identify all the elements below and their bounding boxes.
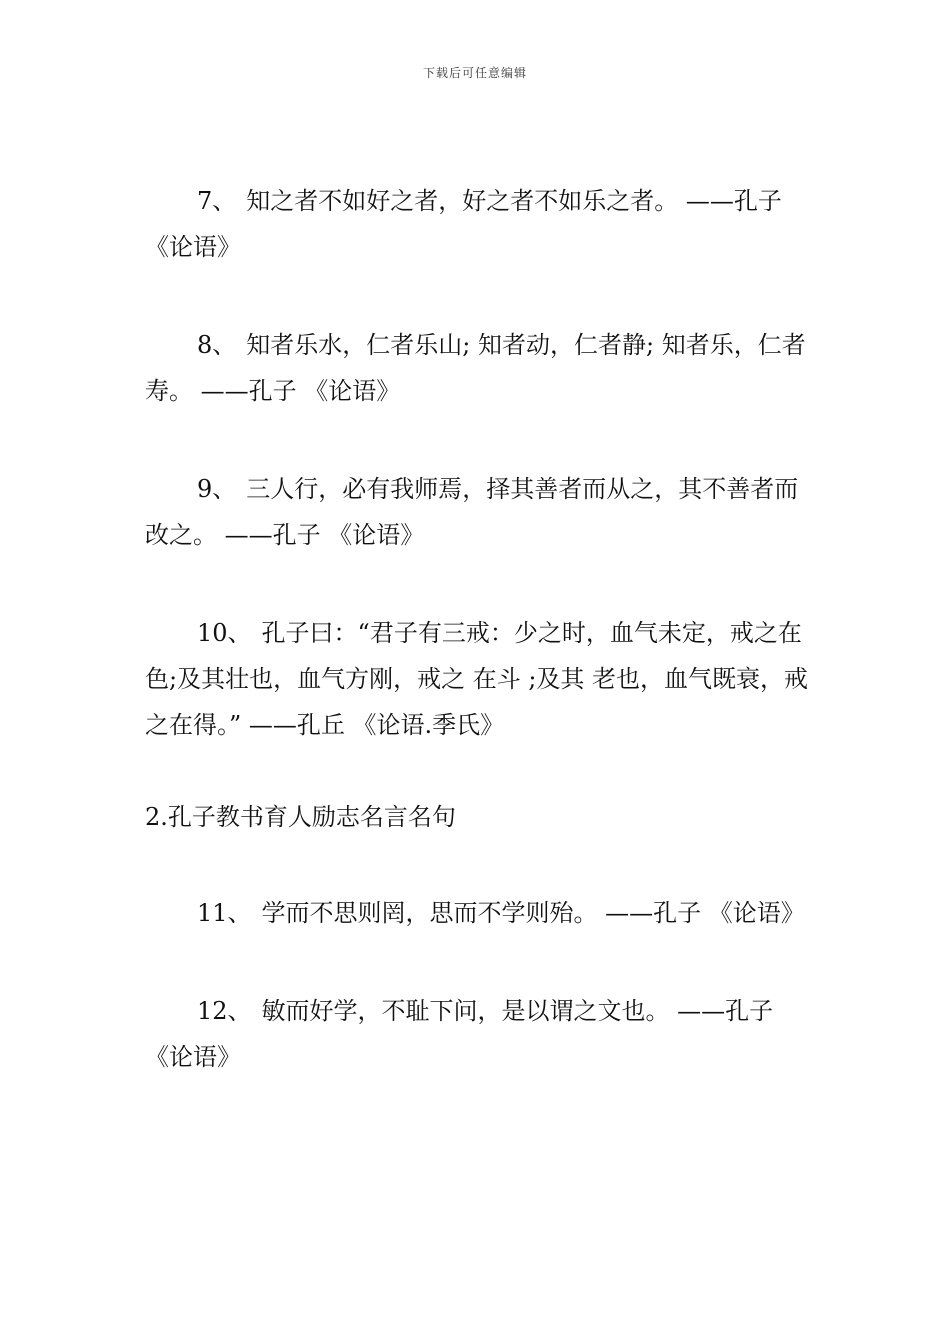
quote-8	[145, 322, 815, 414]
quote-number: 12、	[197, 997, 252, 1025]
quote-12	[145, 988, 815, 1080]
section-title: 2.孔子教书育人励志名言名句	[145, 803, 456, 831]
quote-text: 知之者不如好之者，好之者不如乐之者。 ——孔子 《论语》	[145, 187, 782, 261]
quote-text: 三人行，必有我师焉，择其善者而从之，其不善者而改之。 ——孔子 《论语》	[145, 475, 799, 549]
quote-11	[145, 890, 815, 936]
document-body	[145, 178, 815, 1132]
quote-number: 11、	[197, 899, 252, 927]
quote-text: 学而不思则罔，思而不学则殆。 ——孔子 《论语》	[261, 899, 805, 927]
quote-7	[145, 178, 815, 270]
quote-number: 10、	[197, 619, 252, 647]
quote-number: 7、	[197, 187, 237, 215]
quote-text: 敏而好学，不耻下问，是以谓之文也。 ——孔子 《论语》	[145, 997, 774, 1071]
quote-number: 8、	[197, 331, 237, 359]
page-header: 下载后可任意编辑	[422, 66, 527, 80]
quote-text: 知者乐水，仁者乐山; 知者动，仁者静; 知者乐，仁者寿。 ——孔子 《论语》	[145, 331, 806, 405]
quote-text: 孔子曰：“君子有三戒：少之时，血气未定，戒之在色;及其壮也，血气方刚，戒之 在斗 ;及其 老也，血气既衰，戒之在得。” ——孔丘 《论语.季氏》	[145, 619, 809, 739]
quote-10	[145, 610, 815, 748]
quote-9	[145, 466, 815, 558]
quote-number: 9、	[197, 475, 237, 503]
